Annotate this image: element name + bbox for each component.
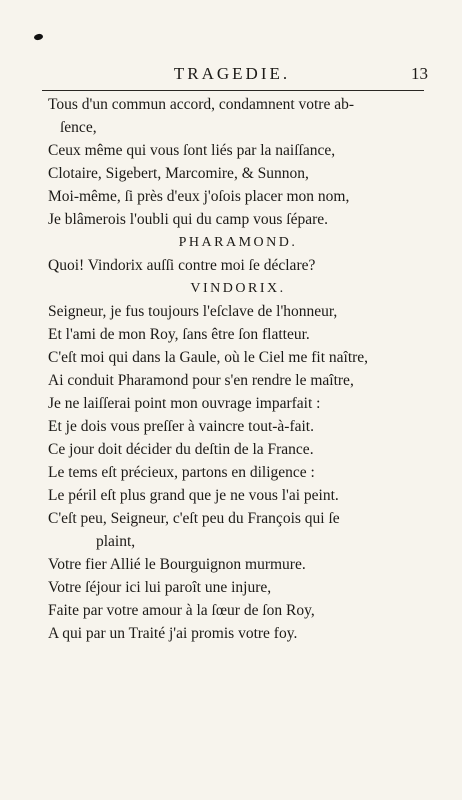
speaker-name: PHARAMOND. (178, 235, 298, 250)
verse-line: Je ne laiſſerai point mon ouvrage imparfait : (48, 395, 321, 412)
running-title: TRAGEDIE. (173, 64, 291, 83)
verse-line: Faite par votre amour à la ſœur de ſon Roy, (48, 602, 315, 619)
speaker-name: VINDORIX. (190, 281, 286, 296)
verse-line: C'eſt peu, Seigneur, c'eſt peu du François qui ſe (48, 510, 340, 527)
verse-line: Ceux même qui vous ſont liés par la naiſſance, (48, 142, 336, 159)
verse-line: A qui par un Traité j'ai promis votre foy. (48, 625, 298, 642)
verse-line: Clotaire, Sigebert, Marcomire, & Sunnon, (48, 165, 309, 182)
ink-blot (33, 33, 43, 41)
page-number: 13 (411, 64, 428, 83)
verse-line: Ai conduit Pharamond pour s'en rendre le maître, (48, 372, 354, 389)
verse-text (48, 93, 428, 645)
verse-line: Le tems eſt précieux, partons en diligence : (48, 464, 315, 481)
header-rule (42, 90, 424, 91)
verse-line: Tous d'un commun accord, condamnent votre ab- (48, 96, 355, 113)
page-header (42, 62, 428, 90)
verse-line: Votre fier Allié le Bourguignon murmure. (48, 556, 306, 573)
verse-line: Quoi! Vindorix auſſi contre moi ſe déclare? (48, 257, 316, 274)
verse-line: Seigneur, je fus toujours l'eſclave de l'honneur, (48, 303, 338, 320)
verse-line: ſence, (60, 119, 97, 136)
verse-line: C'eſt moi qui dans la Gaule, où le Ciel me fit naître, (48, 349, 369, 366)
verse-line: Et l'ami de mon Roy, ſans être ſon flatteur. (48, 326, 310, 343)
verse-line: Je blâmerois l'oubli qui du camp vous ſépare. (48, 211, 329, 228)
verse-line: plaint, (96, 533, 136, 550)
verse-line: Le péril eſt plus grand que je ne vous l'ai peint. (48, 487, 339, 504)
verse-line: Moi-même, ſi près d'eux j'oſois placer mon nom, (48, 188, 350, 205)
verse-line: Ce jour doit décider du deſtin de la France. (48, 441, 314, 458)
verse-line: Votre ſéjour ici lui paroît une injure, (48, 579, 272, 596)
verse-line: Et je dois vous preſſer à vaincre tout-à-fait. (48, 418, 314, 435)
